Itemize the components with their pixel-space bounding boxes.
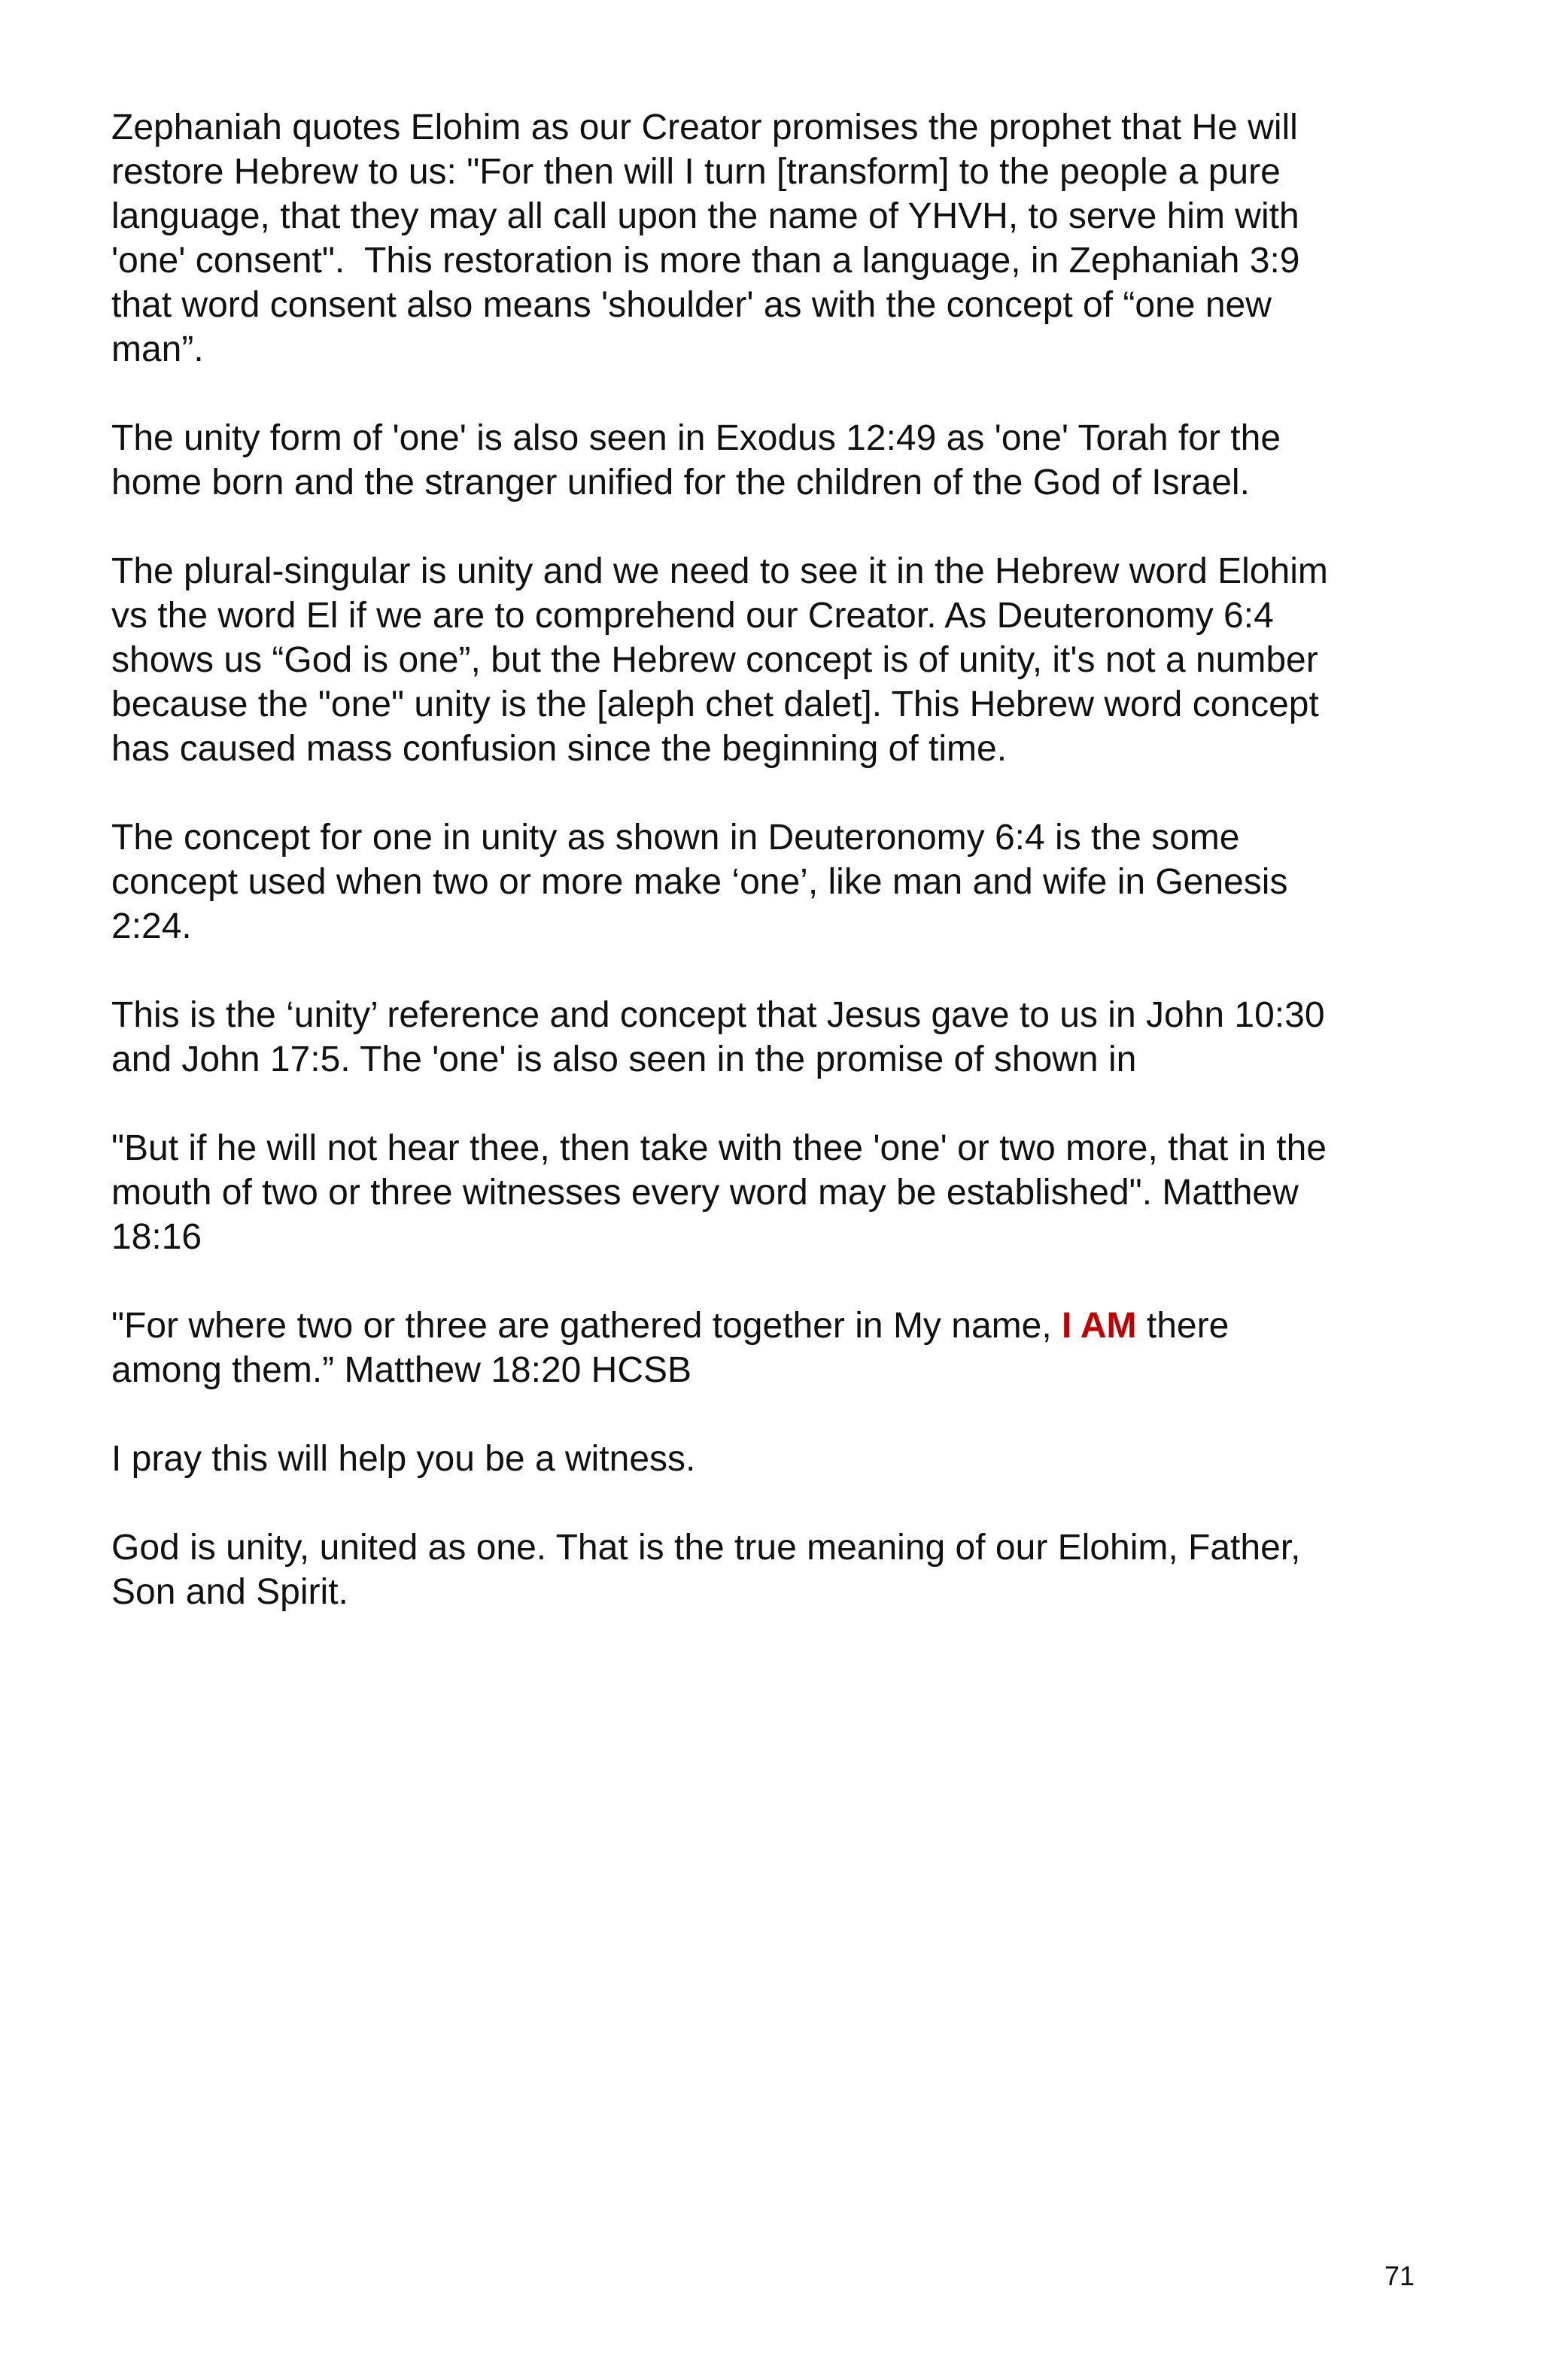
- i-am-emphasis: I AM: [1062, 1306, 1137, 1346]
- page-number: 71: [1384, 2260, 1415, 2291]
- paragraph-prayer: I pray this will help you be a witness.: [111, 1439, 696, 1479]
- quote-text-after: there among them.” Matthew 18:20 HCSB: [111, 1306, 1229, 1390]
- paragraph-deuteronomy: The concept for one in unity as shown in Deuteronomy 6:4 is the some concept used when two or more make ‘one’, like man and wife in Genesis 2:24.: [111, 818, 1288, 946]
- paragraph-zephaniah: Zephaniah quotes Elohim as our Creator promises the prophet that He will restore Hebrew to us: "For then will I turn [transform] to the people a pure language, that they may all call upon the name of YHVH, to serve him with 'one' consent". This restoration is more than a language, in Zephaniah 3:9 that word consent also means 'shoulder' as with the concept of “one new man”.: [111, 108, 1300, 369]
- paragraph-matthew-18-20: [111, 1304, 1436, 1392]
- paragraph-matthew-18-16: "But if he will not hear thee, then take with thee 'one' or two more, that in the mouth of two or three witnesses every word may be established". Matthew 18:16: [111, 1128, 1327, 1257]
- page-body: [111, 105, 1436, 1659]
- paragraph-god-is-unity: God is unity, united as one. That is the true meaning of our Elohim, Father, Son and Spirit.: [111, 1528, 1301, 1612]
- paragraph-john: This is the ‘unity’ reference and concept that Jesus gave to us in John 10:30 and John 17:5. The 'one' is also seen in the promise of shown in: [111, 995, 1325, 1079]
- paragraph-exodus: The unity form of 'one' is also seen in Exodus 12:49 as 'one' Torah for the home born and the stranger unified for the children of the God of Israel.: [111, 418, 1281, 502]
- paragraph-plural-singular: The plural-singular is unity and we need to see it in the Hebrew word Elohim vs the word El if we are to comprehend our Creator. As Deuteronomy 6:4 shows us “God is one”, but the Hebrew concept is of unity, it's not a number because the "one" unity is the [aleph chet dalet]. This Hebrew word concept has caused mass confusion since the beginning of time.: [111, 551, 1328, 769]
- quote-text-before: "For where two or three are gathered together in My name,: [111, 1306, 1062, 1346]
